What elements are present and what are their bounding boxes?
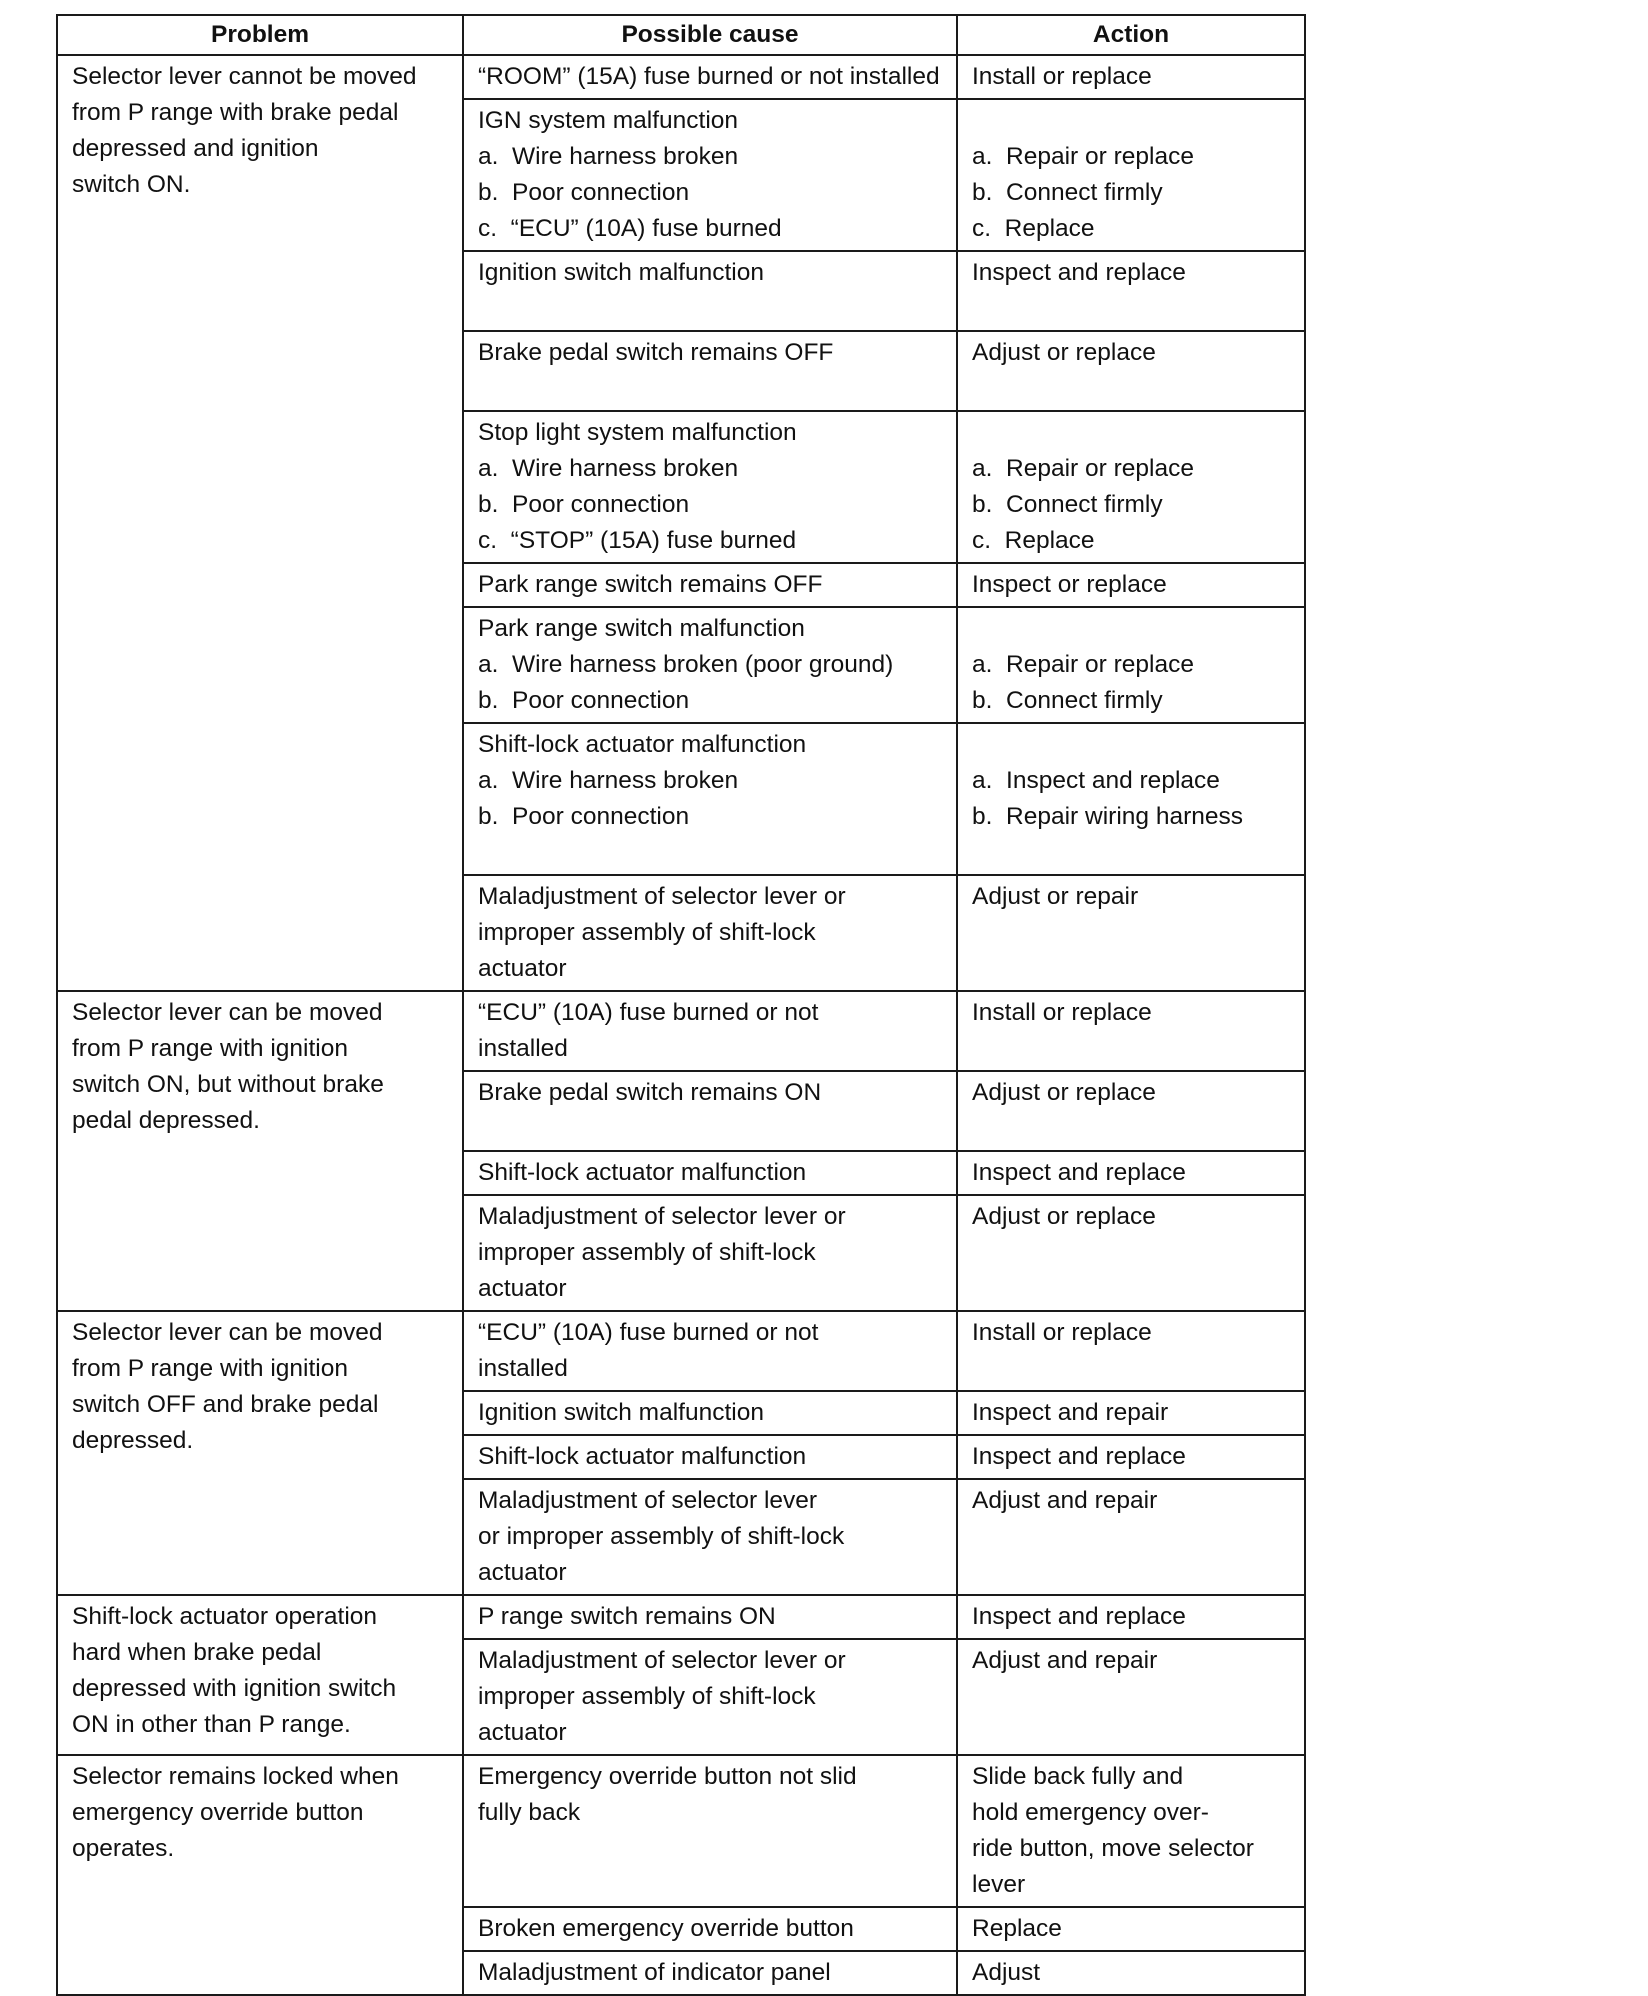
- cause-line: actuator: [478, 1559, 567, 1586]
- cause-cell: [463, 1391, 957, 1435]
- cause-line: b. Poor connection: [478, 803, 690, 830]
- action-line: b. Connect firmly: [972, 179, 1163, 206]
- action-line: Inspect and replace: [972, 259, 1186, 286]
- action-line: Adjust or replace: [972, 1203, 1156, 1230]
- cause-line: fully back: [478, 1799, 581, 1826]
- cause-cell: [463, 991, 957, 1071]
- problem-cell: Shift-lock actuator operation hard when brake pedal depressed with ignition switch ON in other than P range.: [57, 1595, 463, 1755]
- cause-spacer: [478, 835, 944, 871]
- table-row: [57, 1595, 1305, 1639]
- action-spacer: [972, 371, 1292, 407]
- action-cell: [957, 563, 1305, 607]
- cause-cell: [463, 331, 957, 411]
- table-body: [57, 55, 1305, 1995]
- cause-line: a. Wire harness broken: [478, 767, 739, 794]
- action-line: Install or replace: [972, 1319, 1152, 1346]
- cause-line: Maladjustment of selector lever or: [478, 1647, 846, 1674]
- action-cell: [957, 1151, 1305, 1195]
- action-cell: [957, 1195, 1305, 1311]
- cause-line: a. Wire harness broken (poor ground): [478, 651, 894, 678]
- cause-cell: [463, 99, 957, 251]
- cause-line: Ignition switch malfunction: [478, 1399, 764, 1426]
- cause-line: Maladjustment of indicator panel: [478, 1959, 831, 1986]
- action-line: Install or replace: [972, 999, 1152, 1026]
- cause-line: Shift-lock actuator malfunction: [478, 731, 807, 758]
- cause-line: b. Poor connection: [478, 687, 690, 714]
- header-row: [57, 15, 1305, 55]
- cause-line: Emergency override button not slid: [478, 1763, 857, 1790]
- table-row: [57, 1311, 1305, 1391]
- cause-line: Stop light system malfunction: [478, 419, 797, 446]
- cause-cell: [463, 1755, 957, 1907]
- table-row: [57, 55, 1305, 99]
- action-line: Adjust or replace: [972, 1079, 1156, 1106]
- action-line: a. Repair or replace: [972, 651, 1194, 678]
- cause-line: Shift-lock actuator malfunction: [478, 1443, 807, 1470]
- cause-line: Broken emergency override button: [478, 1915, 854, 1942]
- cause-cell: [463, 251, 957, 331]
- cause-cell: [463, 1071, 957, 1151]
- cause-cell: [463, 1639, 957, 1755]
- action-line: Inspect and replace: [972, 1443, 1186, 1470]
- action-spacer: [972, 611, 1292, 647]
- action-line: Adjust and repair: [972, 1647, 1158, 1674]
- action-line: Install or replace: [972, 63, 1152, 90]
- action-cell: [957, 991, 1305, 1071]
- cause-line: IGN system malfunction: [478, 107, 739, 134]
- cause-cell: [463, 723, 957, 875]
- cause-spacer: [478, 1867, 944, 1903]
- cause-line: installed: [478, 1355, 568, 1382]
- cause-line: improper assembly of shift-lock: [478, 1239, 816, 1266]
- action-cell: [957, 1639, 1305, 1755]
- action-line: a. Inspect and replace: [972, 767, 1220, 794]
- cause-spacer: [478, 291, 944, 327]
- cause-line: “ECU” (10A) fuse burned or not: [478, 1319, 819, 1346]
- action-spacer: [972, 291, 1292, 327]
- header-cause: Possible cause: [463, 15, 957, 55]
- action-cell: [957, 1435, 1305, 1479]
- cause-cell: [463, 607, 957, 723]
- cause-line: or improper assembly of shift-lock: [478, 1523, 845, 1550]
- action-cell: [957, 723, 1305, 875]
- action-cell: [957, 99, 1305, 251]
- action-cell: [957, 1595, 1305, 1639]
- cause-spacer: [478, 1831, 944, 1867]
- cause-line: Brake pedal switch remains ON: [478, 1079, 822, 1106]
- cause-line: a. Wire harness broken: [478, 455, 739, 482]
- cause-line: improper assembly of shift-lock: [478, 1683, 816, 1710]
- action-line: Adjust and repair: [972, 1487, 1158, 1514]
- cause-cell: [463, 1479, 957, 1595]
- cause-spacer: [478, 1111, 944, 1147]
- action-cell: [957, 1907, 1305, 1951]
- troubleshooting-sheet: [56, 14, 1304, 1996]
- action-cell: [957, 1951, 1305, 1995]
- action-spacer: [972, 103, 1292, 139]
- action-cell: [957, 55, 1305, 99]
- cause-line: “ECU” (10A) fuse burned or not: [478, 999, 819, 1026]
- cause-line: c. “ECU” (10A) fuse burned: [478, 215, 782, 242]
- cause-cell: [463, 1595, 957, 1639]
- action-line: hold emergency over-: [972, 1799, 1209, 1826]
- action-cell: [957, 1071, 1305, 1151]
- action-line: Replace: [972, 1915, 1062, 1942]
- cause-line: b. Poor connection: [478, 179, 690, 206]
- action-line: b. Connect firmly: [972, 491, 1163, 518]
- cause-line: actuator: [478, 955, 567, 982]
- cause-line: a. Wire harness broken: [478, 143, 739, 170]
- cause-cell: [463, 1151, 957, 1195]
- cause-line: Ignition switch malfunction: [478, 259, 764, 286]
- action-line: Adjust: [972, 1959, 1041, 1986]
- action-line: Slide back fully and: [972, 1763, 1184, 1790]
- problem-cell: Selector remains locked when emergency override button operates.: [57, 1755, 463, 1995]
- action-line: a. Repair or replace: [972, 143, 1194, 170]
- action-line: ride button, move selector: [972, 1835, 1254, 1862]
- problem-cell: Selector lever cannot be moved from P range with brake pedal depressed and ignition switch ON.: [57, 55, 463, 991]
- cause-cell: [463, 1907, 957, 1951]
- action-line: lever: [972, 1871, 1026, 1898]
- cause-line: Park range switch remains OFF: [478, 571, 823, 598]
- action-line: Inspect and replace: [972, 1603, 1186, 1630]
- action-spacer: [972, 727, 1292, 763]
- action-line: c. Replace: [972, 215, 1095, 242]
- cause-cell: [463, 875, 957, 991]
- cause-cell: [463, 1951, 957, 1995]
- action-line: Adjust or replace: [972, 339, 1156, 366]
- action-cell: [957, 331, 1305, 411]
- header-problem: Problem: [57, 15, 463, 55]
- cause-cell: [463, 411, 957, 563]
- action-spacer: [972, 415, 1292, 451]
- problem-cell: Selector lever can be moved from P range with ignition switch ON, but without brake pedal depressed.: [57, 991, 463, 1311]
- cause-line: Maladjustment of selector lever or: [478, 1203, 846, 1230]
- cause-line: Maladjustment of selector lever or: [478, 883, 846, 910]
- action-cell: [957, 1479, 1305, 1595]
- table-row: [57, 991, 1305, 1071]
- cause-line: actuator: [478, 1719, 567, 1746]
- cause-line: actuator: [478, 1275, 567, 1302]
- cause-line: P range switch remains ON: [478, 1603, 776, 1630]
- action-line: b. Repair wiring harness: [972, 803, 1243, 830]
- cause-line: b. Poor connection: [478, 491, 690, 518]
- action-line: b. Connect firmly: [972, 687, 1163, 714]
- troubleshooting-table: [56, 14, 1306, 1996]
- action-cell: [957, 251, 1305, 331]
- cause-line: Park range switch malfunction: [478, 615, 805, 642]
- cause-line: “ROOM” (15A) fuse burned or not installed: [478, 63, 940, 90]
- problem-cell: Selector lever can be moved from P range with ignition switch OFF and brake pedal depressed.: [57, 1311, 463, 1595]
- table-row: [57, 1755, 1305, 1907]
- action-line: Adjust or repair: [972, 883, 1139, 910]
- action-cell: [957, 875, 1305, 991]
- cause-cell: [463, 563, 957, 607]
- cause-line: c. “STOP” (15A) fuse burned: [478, 527, 797, 554]
- cause-line: Shift-lock actuator malfunction: [478, 1159, 807, 1186]
- action-cell: [957, 411, 1305, 563]
- action-line: a. Repair or replace: [972, 455, 1194, 482]
- cause-cell: [463, 1435, 957, 1479]
- action-line: Inspect or replace: [972, 571, 1167, 598]
- action-cell: [957, 1311, 1305, 1391]
- action-spacer: [972, 835, 1292, 871]
- cause-cell: [463, 1195, 957, 1311]
- cause-cell: [463, 1311, 957, 1391]
- action-line: Inspect and repair: [972, 1399, 1169, 1426]
- action-line: c. Replace: [972, 527, 1095, 554]
- cause-line: Brake pedal switch remains OFF: [478, 339, 834, 366]
- cause-line: improper assembly of shift-lock: [478, 919, 816, 946]
- action-cell: [957, 1755, 1305, 1907]
- header-action: Action: [957, 15, 1305, 55]
- action-cell: [957, 607, 1305, 723]
- cause-line: Maladjustment of selector lever: [478, 1487, 818, 1514]
- action-line: Inspect and replace: [972, 1159, 1186, 1186]
- cause-cell: [463, 55, 957, 99]
- action-cell: [957, 1391, 1305, 1435]
- cause-spacer: [478, 371, 944, 407]
- cause-line: installed: [478, 1035, 568, 1062]
